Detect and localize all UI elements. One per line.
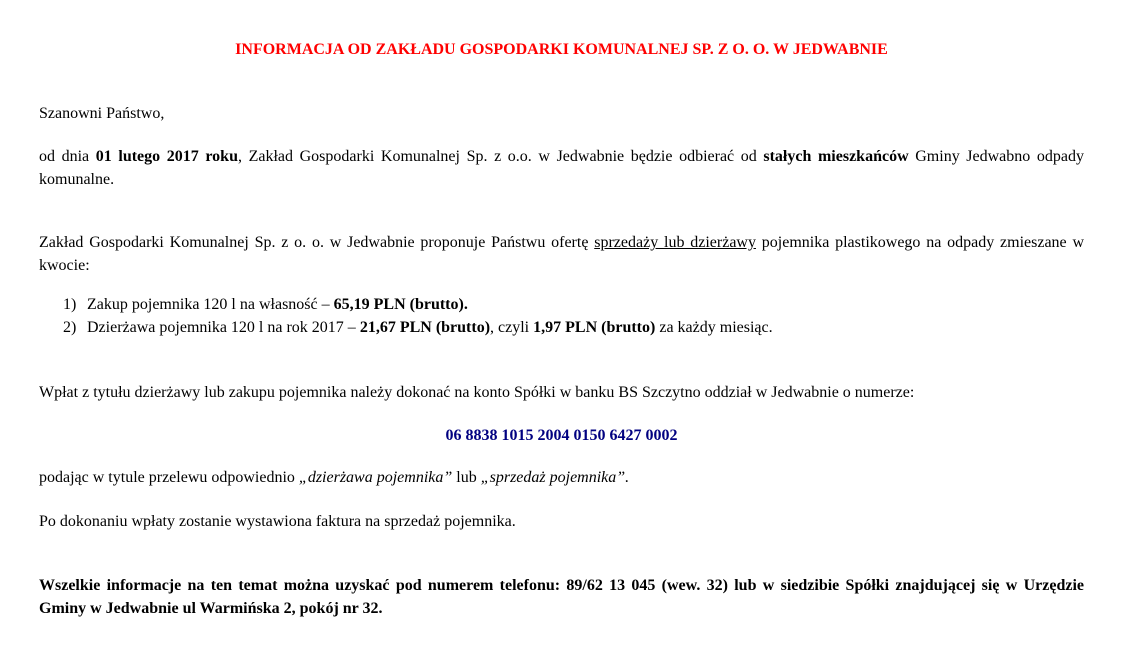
p1-text-a: od dnia	[39, 148, 96, 165]
greeting: Szanowni Państwo,	[39, 105, 165, 122]
lease-price: 21,67 PLN (brutto)	[359, 319, 491, 336]
list-item	[39, 316, 1084, 339]
list-item	[39, 293, 1084, 316]
bank-account-number: 06 8838 1015 2004 0150 6427 0002	[445, 427, 678, 444]
paragraph-offer	[39, 231, 1084, 277]
list-number: 1)	[63, 296, 77, 313]
p1-text-b: , Zakład Gospodarki Komunalnej Sp. z o.o. w Jedwabnie będzie odbierać od	[237, 148, 764, 165]
purchase-price: 65,19 PLN (brutto).	[333, 296, 468, 313]
paragraph-invoice: Po dokonaniu wpłaty zostanie wystawiona faktura na sprzedaż pojemnika.	[39, 513, 516, 530]
list-text-mid: , czyli	[490, 319, 534, 336]
price-list	[39, 293, 1084, 339]
list-text: Dzierżawa pojemnika 120 l na rok 2017 –	[87, 319, 360, 336]
paragraph-transfer-title	[39, 466, 1084, 489]
permanent-residents: stałych mieszkańców	[763, 148, 909, 165]
paragraph-payment: Wpłat z tytułu dzierżawy lub zakupu pojemnika należy dokonać na konto Spółki w banku BS Szczytno oddział w Jedwabnie o numerze:	[39, 384, 915, 401]
title-lease: „dzierżawa pojemnika”	[298, 469, 453, 486]
paragraph-contact: Wszelkie informacje na ten temat można uzyskać pod numerem telefonu: 89/62 13 045 (wew. 32) lub w siedzibie Spółki znajdującej się w Urzędzie Gminy w Jedwabnie ul Warmińska 2, pokój nr 32.	[39, 577, 1084, 617]
p2-text-a: Zakład Gospodarki Komunalnej Sp. z o. o. w Jedwabnie proponuje Państwu ofertę	[39, 234, 595, 251]
title-sale: „sprzedaż pojemnika”.	[480, 469, 630, 486]
start-date: 01 lutego 2017 roku	[95, 148, 238, 165]
p4-text-a: podając w tytule przelewu odpowiednio	[39, 469, 299, 486]
p4-text-b: lub	[452, 469, 481, 486]
p2-text-b: pojemnika plastikowego na odpady zmieszane w kwocie:	[39, 234, 1084, 274]
list-text: Zakup pojemnika 120 l na własność –	[87, 296, 334, 313]
list-text-end: za każdy miesiąc.	[655, 319, 773, 336]
list-number: 2)	[63, 319, 77, 336]
p1-text-c: Gminy Jedwabno odpady komunalne.	[39, 148, 1084, 188]
paragraph-start-date	[39, 145, 1084, 191]
offer-type: sprzedaży lub dzierżawy	[594, 234, 756, 251]
document-title: INFORMACJA OD ZAKŁADU GOSPODARKI KOMUNALNEJ SP. Z O. O. W JEDWABNIE	[235, 41, 888, 58]
monthly-price: 1,97 PLN (brutto)	[533, 319, 656, 336]
